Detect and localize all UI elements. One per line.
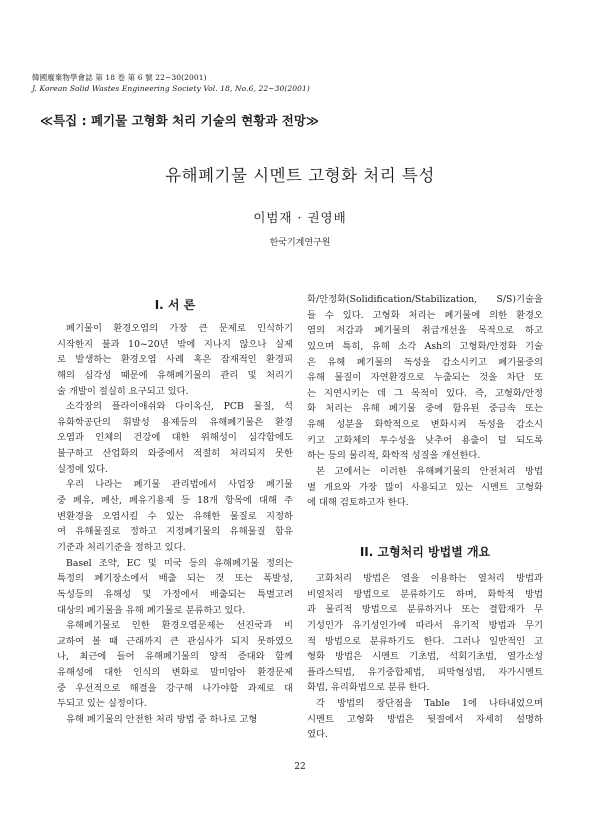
text-line: 염의 저감과 폐기물의 취급개선을 목적으로 하고 <box>307 325 543 337</box>
right-body-bottom <box>307 571 543 743</box>
text-line: 여 유해물질로 정하고 지정폐기물의 유해물질 함유 <box>57 526 293 538</box>
text-line: 유해 물질이 자연환경으로 누출되는 것을 차단 또 <box>307 372 543 384</box>
text-line: 들 수 있다. 고형화 처리는 폐기물에 의한 환경오 <box>307 309 543 321</box>
text-line: 유해 성분을 화학적으로 변화시켜 독성을 감소시 <box>307 419 543 431</box>
text-line: 시작한지 불과 10~20년 밖에 지나지 않으나 실제 <box>57 338 293 350</box>
text-line: 본 고에서는 이러한 유해폐기물의 안전처리 방법 <box>316 466 543 478</box>
journal-english: J. Korean Solid Wastes Engineering Society Vol. 18, No.6, 22~30(2001) <box>32 84 310 93</box>
text-line: 형화 방법은 시멘트 기초법, 석회기초법, 열가소성 <box>307 651 543 663</box>
text-line: 고화처리 방법은 열을 이용하는 열처리 방법과 <box>316 573 543 584</box>
text-line: 오염과 인체의 건강에 대한 위해성이 심각함에도 <box>57 432 293 444</box>
text-line: 유해 폐기물의 안전한 처리 방법 중 하나로 고형 <box>66 714 258 726</box>
text-line: 불구하고 산업화의 와중에서 적절히 처리되지 못한 <box>57 448 293 460</box>
text-line: 변환경을 오염시킬 수 있는 유해한 물질로 지정하 <box>57 510 293 522</box>
text-line: 화법, 유리화법으로 분류 한다. <box>307 682 430 694</box>
text-line: 화/안정화(Solidification/Stabilization, S/S)기술을 <box>307 294 543 305</box>
right-body-top <box>307 292 543 511</box>
text-line: 에 대해 검토하고자 한다. <box>307 497 409 509</box>
page-number: 22 <box>294 762 306 772</box>
text-line: 소각장의 플라이애쉬와 다이옥신, PCB 물질, 석 <box>66 401 293 413</box>
text-line: 특정의 폐기장소에서 배출 되는 것 또는 폭발성, <box>57 573 293 585</box>
text-line: 나, 최근에 들어 유해폐기물의 양적 증대와 함께 <box>57 651 293 663</box>
text-line: 였다. <box>307 729 328 741</box>
text-line: 플라스틱법, 유기중합체법, 피막형성법, 자가시멘트 <box>307 666 543 678</box>
text-line: 키고 고화체의 투수성을 낮추어 용출이 덜 되도록 <box>307 434 543 446</box>
left-body <box>57 321 293 728</box>
text-line: 중 우선적으로 해결을 강구해 나가야할 과제로 대 <box>57 682 293 694</box>
text-line: 기준과 처리기준을 정하고 있다. <box>57 541 186 553</box>
text-line: 있으며 특히, 유해 소각 Ash의 고형화/안정화 기술 <box>307 340 543 352</box>
text-line: 중 폐유, 폐산, 폐유기용제 등 18개 항목에 대해 주 <box>57 495 293 507</box>
journal-header <box>32 72 432 94</box>
text-line: 술 개발이 절실히 요구되고 있다. <box>57 385 189 397</box>
text-line: 시멘트 고형화 방법은 뒷절에서 자세히 설명하 <box>307 713 543 725</box>
text-line: 각 방법의 장단점을 Table 1에 나타내었으며 <box>316 698 543 710</box>
text-line: 적 방법으로 분류하기도 한다. 그러나 일반적인 고 <box>307 635 543 647</box>
text-line: 유해성에 대한 인식의 변화로 말미암아 환경문제 <box>57 667 293 679</box>
series-title: ≪특집 : 폐기물 고형화 처리 기술의 현황과 전망≫ <box>40 113 319 128</box>
section-heading-introduction: I. 서 론 <box>154 298 196 312</box>
text-line: 교하여 볼 때 근래까지 큰 관심사가 되지 못하였으 <box>57 635 293 647</box>
affiliation: 한국기계연구원 <box>269 238 331 248</box>
text-line: 하는 등의 물리적, 화학적 성질을 개선한다. <box>307 450 481 462</box>
text-line: 대상의 폐기물을 유해 폐기물로 분류하고 있다. <box>57 604 246 616</box>
authors: 이범재 · 권영배 <box>253 210 347 225</box>
section-heading-overview: II. 고형처리 방법별 개요 <box>359 545 491 559</box>
text-line: 비열처리 방법으로 분류하기도 하며, 화학적 방법 <box>307 588 543 600</box>
text-line: 유해폐기물로 인한 환경오염문제는 선진국과 비 <box>66 620 293 632</box>
text-line: 우리 나라는 폐기물 관리법에서 사업장 폐기물 <box>66 479 293 491</box>
text-line: 로 발생하는 환경오염 사례 혹은 잠재적인 환경피 <box>57 354 293 366</box>
text-line: 실정에 있다. <box>57 463 108 475</box>
text-line: 는 지연시키는 데 그 목적이 있다. 즉, 고형화/안정 <box>307 387 543 399</box>
text-line: 과 물리적 방법으로 분류하거나 또는 결합재가 무 <box>307 604 543 616</box>
text-line: 별 개요와 가장 많이 사용되고 있는 시멘트 고형화 <box>307 481 543 493</box>
journal-korean: 韓國廢棄物學會誌 第 18 卷 第 6 號 22~30(2001) <box>32 73 207 82</box>
text-line: 두되고 있는 실정이다. <box>57 698 147 710</box>
text-line: 독성등의 유해성 및 가정에서 배출되는 특별고려 <box>57 588 293 600</box>
text-line: 화 처리는 유해 폐기물 중에 함유된 중금속 또는 <box>307 403 543 415</box>
text-line: Basel 조약, EC 및 미국 등의 유해폐기물 정의는 <box>66 557 293 569</box>
paper-title: 유해폐기물 시멘트 고형화 처리 특성 <box>165 166 435 185</box>
text-line: 유화학공단의 휘발성 용제등의 유해폐기물은 환경 <box>57 416 293 428</box>
text-line: 기성인가 유기성인가에 따라서 유기적 방법과 무기 <box>307 619 543 631</box>
text-line: 은 유해 폐기물의 독성을 감소시키고 폐기물중의 <box>307 356 543 368</box>
text-line: 폐기물이 환경오염의 가장 큰 문제로 인식하기 <box>66 323 293 334</box>
text-line: 해의 심각성 때문에 유해폐기물의 관리 및 처리기 <box>57 369 293 381</box>
